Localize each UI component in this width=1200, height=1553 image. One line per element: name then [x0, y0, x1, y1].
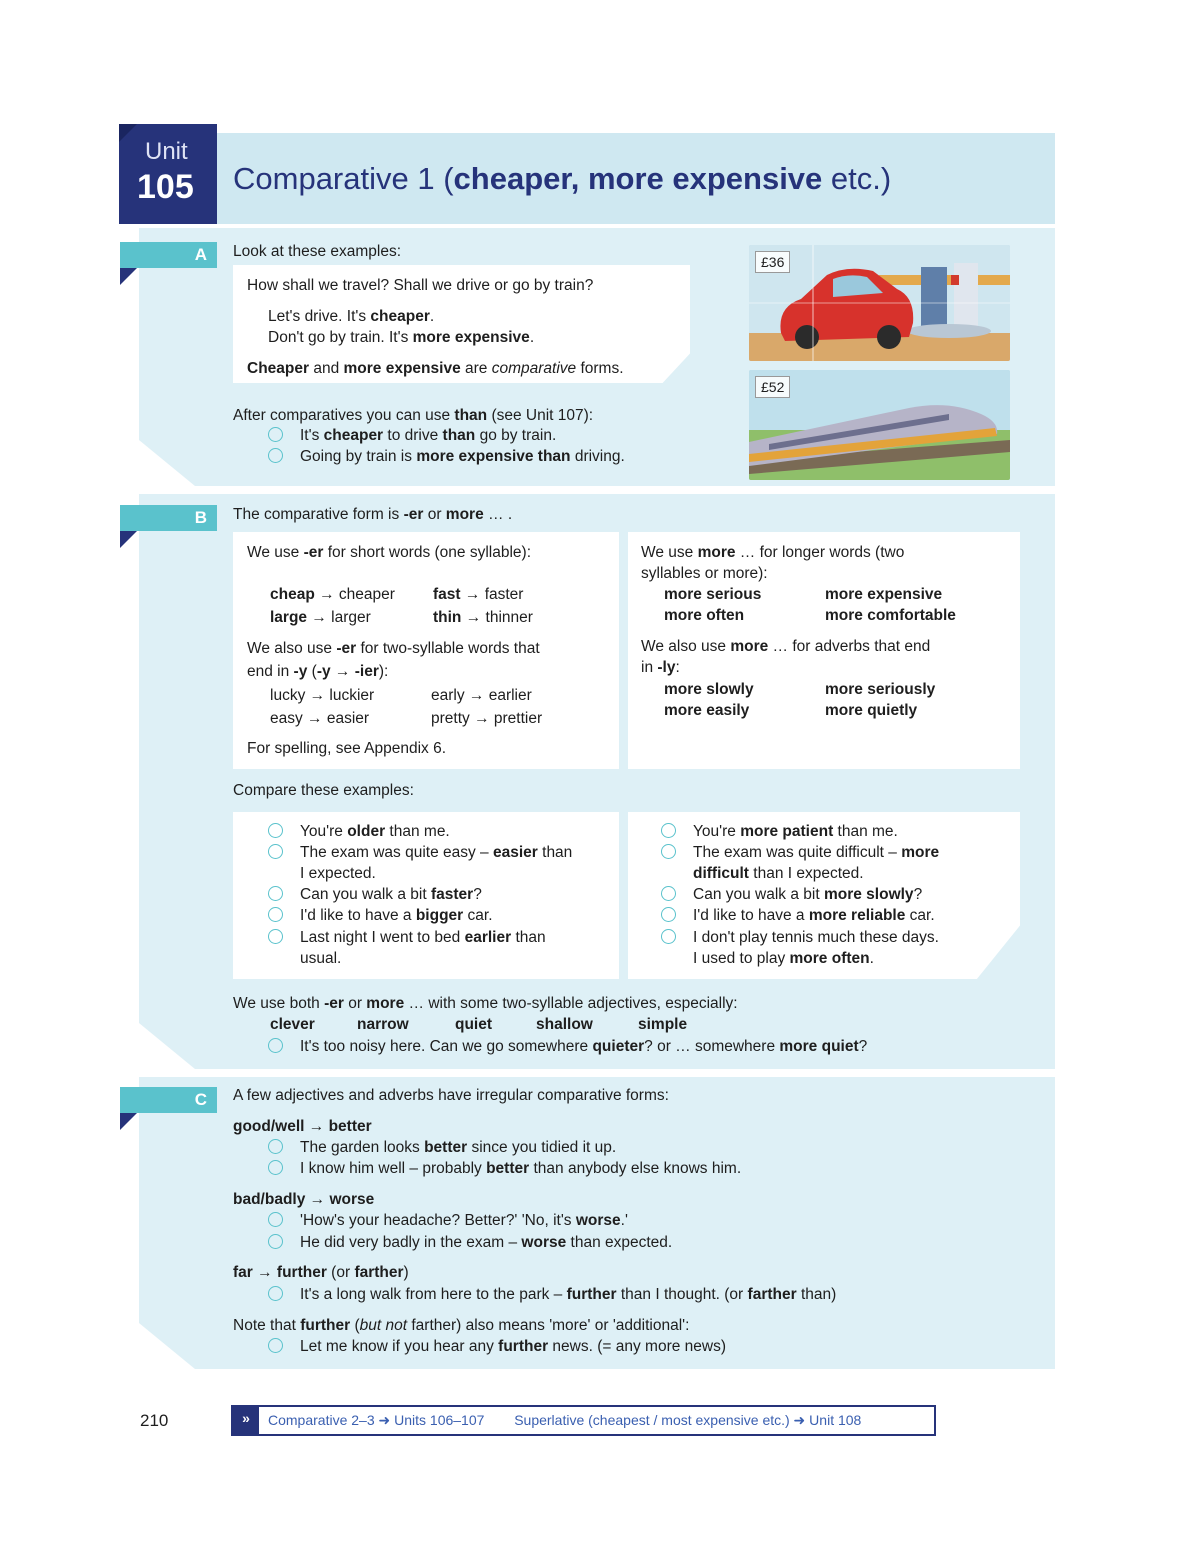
page-title: Comparative 1 (cheaper, more expensive etc.) — [233, 161, 892, 196]
b-cr-2-cont: difficult than I expected. — [693, 865, 864, 882]
b-cr-3: Can you walk a bit more slowly? — [661, 884, 922, 905]
b-right-rule-3: We also use more … for adverbs that end — [641, 638, 931, 655]
b-word-fast: fast → faster — [433, 586, 524, 603]
b-more-slowly: more slowly — [664, 681, 754, 698]
bullet-icon — [268, 1212, 283, 1227]
bullet-icon — [268, 1338, 283, 1353]
b-cr-1: You're more patient than me. — [661, 821, 898, 842]
b-more-quietly: more quietly — [825, 702, 918, 719]
a-bullet-2: Going by train is more expensive than driving. — [268, 446, 625, 467]
b-cl-2: The exam was quite easy – easier than — [268, 842, 572, 863]
b-intro: The comparative form is -er or more … . — [233, 506, 513, 523]
b-left-rule-3: end in -y (-y → -ier): — [247, 663, 389, 680]
c-good-2: I know him well – probably better than anybody else knows him. — [268, 1158, 741, 1179]
c-bad-2: He did very badly in the exam – worse than expected. — [268, 1232, 672, 1253]
title-band — [217, 133, 1055, 224]
a-question: How shall we travel? Shall we drive or go by train? — [247, 277, 594, 294]
b-right-rule-4: in -ly: — [641, 659, 680, 676]
price-car: £36 — [755, 251, 790, 273]
b-left-rule-1: We use -er for short words (one syllable): — [247, 544, 532, 561]
bullet-icon — [661, 844, 676, 859]
b-more-often: more often — [664, 607, 745, 624]
b-cl-5: Last night I went to bed earlier than — [268, 927, 546, 948]
tab-fold — [120, 1113, 137, 1130]
double-chevron-icon: » — [233, 1407, 259, 1434]
car-photo — [749, 245, 1010, 361]
b-word-thin: thin → thinner — [433, 609, 533, 626]
bullet-icon — [268, 1160, 283, 1175]
section-notch — [139, 440, 195, 486]
page-number: 210 — [140, 1411, 169, 1430]
b-word-early: early → earlier — [431, 687, 532, 704]
bullet-icon — [268, 1234, 283, 1249]
c-heading-bad: bad/badly → worse — [233, 1191, 375, 1208]
a-intro: Look at these examples: — [233, 243, 402, 260]
b-cl-4: I'd like to have a bigger car. — [268, 905, 493, 926]
b-cr-5: I don't play tennis much these days. — [661, 927, 939, 948]
footer-links — [268, 1412, 861, 1429]
b-cl-3: Can you walk a bit faster? — [268, 884, 482, 905]
b-more-comfortable: more comfortable — [825, 607, 956, 624]
tab-fold — [120, 268, 137, 285]
b-cl-1: You're older than me. — [268, 821, 450, 842]
a-bullet-1: It's cheaper to drive than go by train. — [268, 425, 556, 446]
b-word-pretty: pretty → prettier — [431, 710, 543, 727]
link-comparative-units[interactable]: Comparative 2–3 ➜ Units 106–107 — [268, 1412, 485, 1428]
b-cl-5-cont: usual. — [300, 950, 342, 967]
bullet-icon — [268, 929, 283, 944]
b-adj-narrow: narrow — [357, 1016, 409, 1033]
bullet-icon — [268, 844, 283, 859]
bullet-icon — [661, 886, 676, 901]
b-left-rule-2: We also use -er for two-syllable words that — [247, 640, 540, 657]
bullet-icon — [268, 427, 283, 442]
bullet-icon — [268, 1286, 283, 1301]
section-notch — [139, 1323, 195, 1369]
c-intro: A few adjectives and adverbs have irregular comparative forms: — [233, 1087, 669, 1104]
unit-word: Unit — [145, 138, 188, 165]
c-heading-far: far → further (or farther) — [233, 1264, 409, 1281]
link-superlative-unit[interactable]: Superlative (cheapest / most expensive etc.) ➜ Unit 108 — [514, 1412, 862, 1428]
section-notch — [139, 1023, 195, 1069]
b-more-expensive: more expensive — [825, 586, 943, 603]
b-adj-shallow: shallow — [536, 1016, 593, 1033]
bullet-icon — [268, 886, 283, 901]
tab-fold — [120, 531, 137, 548]
b-right-rule-1: We use more … for longer words (two — [641, 544, 905, 561]
bullet-icon — [268, 1139, 283, 1154]
footer-crossref — [231, 1405, 936, 1436]
tab-a: A — [120, 242, 217, 268]
unit-corner — [119, 124, 137, 142]
b-spelling-note: For spelling, see Appendix 6. — [247, 740, 447, 757]
bullet-icon — [661, 823, 676, 838]
b-cr-4: I'd like to have a more reliable car. — [661, 905, 935, 926]
bullet-icon — [661, 929, 676, 944]
tab-c: C — [120, 1087, 217, 1113]
tab-b: B — [120, 505, 217, 531]
b-more-easily: more easily — [664, 702, 750, 719]
b-more-seriously: more seriously — [825, 681, 936, 698]
b-more-serious: more serious — [664, 586, 762, 603]
c-bad-1: 'How's your headache? Better?' 'No, it's worse.' — [268, 1210, 628, 1231]
c-good-1: The garden looks better since you tidied it up. — [268, 1137, 616, 1158]
b-both: We use both -er or more … with some two-syllable adjectives, especially: — [233, 995, 738, 1012]
b-word-easy: easy → easier — [270, 710, 370, 727]
a-example-1: Let's drive. It's cheaper. — [268, 308, 435, 325]
b-compare-intro: Compare these examples: — [233, 782, 414, 799]
bullet-icon — [268, 907, 283, 922]
a-note: Cheaper and more expensive are comparative forms. — [247, 360, 624, 377]
b-word-lucky: lucky → luckier — [270, 687, 375, 704]
b-cr-5-cont: I used to play more often. — [693, 950, 874, 967]
train-photo — [749, 370, 1010, 480]
c-far-1: It's a long walk from here to the park – further than I thought. (or farther than) — [268, 1284, 836, 1305]
unit-badge — [119, 124, 217, 224]
bullet-icon — [268, 448, 283, 463]
b-cr-2: The exam was quite difficult – more — [661, 842, 939, 863]
b-word-large: large → larger — [270, 609, 371, 626]
unit-number: 105 — [137, 168, 194, 206]
a-example-2: Don't go by train. It's more expensive. — [268, 329, 535, 346]
c-note: Note that further (but not farther) also means 'more' or 'additional': — [233, 1317, 690, 1334]
a-after: After comparatives you can use than (see Unit 107): — [233, 407, 594, 424]
c-heading-good: good/well → better — [233, 1118, 372, 1135]
bullet-icon — [268, 823, 283, 838]
bullet-icon — [661, 907, 676, 922]
b-cl-2-cont: I expected. — [300, 865, 376, 882]
bullet-icon — [268, 1038, 283, 1053]
b-adj-quiet: quiet — [455, 1016, 493, 1033]
c-note-example: Let me know if you hear any further news. (= any more news) — [268, 1336, 726, 1357]
price-train: £52 — [755, 376, 790, 398]
b-both-example: It's too noisy here. Can we go somewhere quieter? or … somewhere more quiet? — [268, 1036, 867, 1057]
b-word-cheap: cheap → cheaper — [270, 586, 395, 603]
b-adj-simple: simple — [638, 1016, 688, 1033]
b-right-rule-2: syllables or more): — [641, 565, 768, 582]
b-adj-clever: clever — [270, 1016, 315, 1033]
